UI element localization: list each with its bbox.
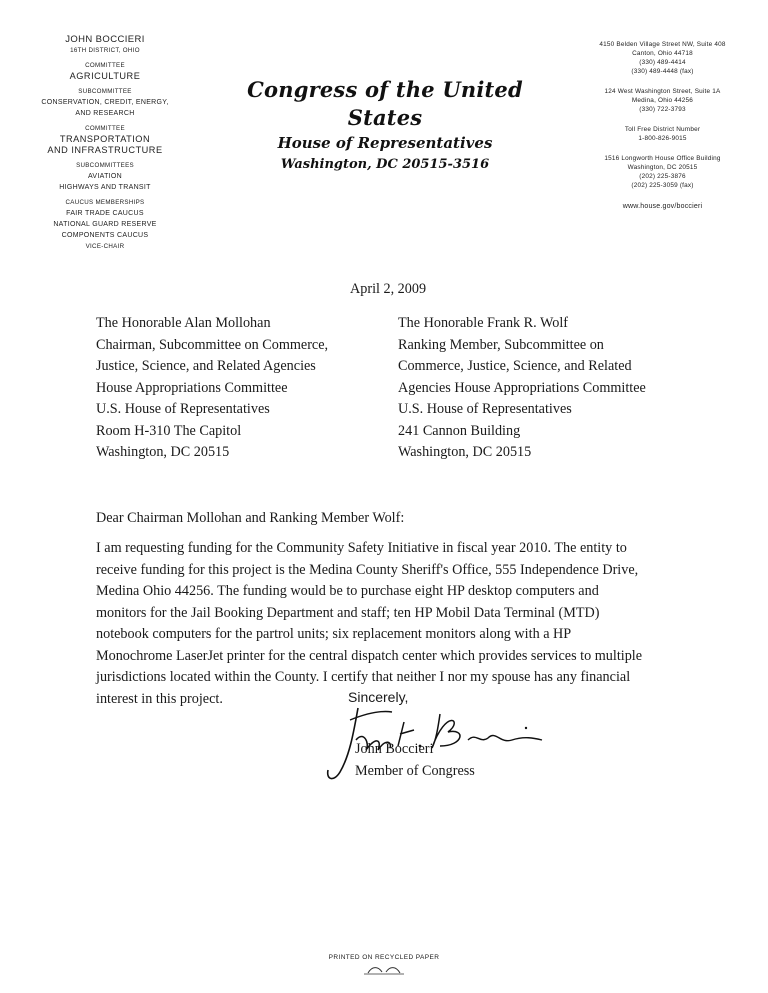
body-line: interest in this project. (96, 690, 223, 707)
office-phone: (330) 489-4414 (639, 59, 686, 66)
office-address-line: Canton, Ohio 44718 (632, 50, 693, 57)
body-line: Monochrome LaserJet printer for the central dispatch center which provides services to multiple (96, 647, 643, 664)
letter-date: April 2, 2009 (350, 281, 427, 297)
address-line: Washington, DC 20515 (398, 444, 532, 460)
office-address-line: 4150 Belden Village Street NW, Suite 408 (599, 41, 726, 48)
signer-block (355, 739, 475, 782)
recycle-logo-icon (362, 964, 406, 976)
address-line: Justice, Science, and Related Agencies (96, 358, 316, 374)
office-phone: (330) 722-3793 (639, 106, 686, 113)
district: 16TH DISTRICT, OHIO (70, 47, 140, 54)
committee-agriculture: AGRICULTURE (69, 71, 141, 81)
address-line: U.S. House of Representatives (96, 401, 270, 417)
office-fax: (202) 225-3059 (fax) (631, 182, 694, 189)
subcommittee-label: SUBCOMMITTEE (78, 88, 132, 95)
signer-name: John Boccieri (355, 741, 434, 757)
address-line: Room H-310 The Capitol (96, 422, 242, 439)
letterhead-right-column (575, 40, 750, 211)
caucus-line: COMPONENTS CAUCUS (61, 232, 149, 239)
caucus-line: FAIR TRADE CAUCUS (66, 210, 144, 217)
address-line: Commerce, Justice, Science, and Related (398, 358, 632, 374)
recycled-paper-note: PRINTED ON RECYCLED PAPER (328, 954, 440, 961)
subcommittee-line: HIGHWAYS AND TRANSIT (59, 184, 151, 191)
salutation: Dear Chairman Mollohan and Ranking Member Wolf: (96, 510, 405, 526)
caucus-line: NATIONAL GUARD RESERVE (53, 221, 157, 228)
address-line: Agencies House Appropriations Committee (398, 379, 646, 396)
committee-transportation: TRANSPORTATION (59, 134, 151, 144)
body-paragraph (96, 538, 678, 710)
office-address-line: 124 West Washington Street, Suite 1A (604, 88, 721, 95)
washington-address: Washington, DC 20515-3516 (280, 157, 490, 172)
office-fax: (330) 489-4448 (fax) (631, 68, 694, 75)
committee-transportation: AND INFRASTRUCTURE (47, 145, 163, 155)
address-line: 241 Cannon Building (398, 422, 521, 439)
office-address-line: Medina, Ohio 44256 (631, 97, 694, 104)
house-title: House of Representatives (277, 134, 493, 152)
caucus-line: VICE-CHAIR (85, 243, 125, 250)
address-line: The Honorable Alan Mollohan (96, 315, 271, 331)
subcommittees-label: SUBCOMMITTEES (76, 162, 134, 169)
address-line: Chairman, Subcommittee on Commerce, (96, 336, 329, 353)
committee-label: COMMITTEE (85, 62, 125, 69)
body-line: I am requesting funding for the Community Safety Initiative in fiscal year 2010. The entity to (96, 540, 627, 556)
closing: Sincerely, (348, 689, 409, 705)
body-line: monitors for the Jail Booking Department and staff; ten HP Mobil Data Terminal (MTD) (96, 604, 600, 621)
signer-title: Member of Congress (355, 762, 475, 779)
address-line: U.S. House of Representatives (398, 401, 572, 417)
subcommittee-line: AVIATION (87, 173, 123, 180)
recipient-address-right (398, 313, 698, 464)
committee-label: COMMITTEE (85, 125, 125, 132)
office-address-line: 1516 Longworth House Office Building (604, 155, 721, 162)
website: www.house.gov/boccieri (622, 203, 703, 210)
tollfree-label: Toll Free District Number (624, 126, 701, 133)
office-address-line: Washington, DC 20515 (627, 164, 698, 171)
address-line: Washington, DC 20515 (96, 444, 230, 460)
body-line: jurisdictions located within the County. I certify that neither I nor my spouse has any financial (96, 669, 631, 685)
subcommittee-line: AND RESEARCH (75, 110, 135, 117)
tollfree-number: 1-800-826-9015 (638, 135, 687, 142)
recipient-address-left (96, 313, 386, 464)
letterhead-center (215, 76, 555, 176)
address-line: Ranking Member, Subcommittee on (398, 336, 604, 353)
caucus-label: CAUCUS MEMBERSHIPS (65, 199, 145, 206)
body-line: notebook computers for the partrol units; six replacement monitors along with a HP (96, 626, 572, 642)
body-line: Medina Ohio 44256. The funding would be to purchase eight HP desktop computers and (96, 583, 599, 599)
office-phone: (202) 225-3876 (639, 173, 686, 180)
congress-title: Congress of the United States (247, 77, 523, 130)
letterhead-left-column (20, 34, 190, 252)
body-line: receive funding for this project is the Medina County Sheriff's Office, 555 Independence Drive, (96, 561, 639, 578)
subcommittee-line: CONSERVATION, CREDIT, ENERGY, (41, 99, 169, 106)
address-line: The Honorable Frank R. Wolf (398, 315, 568, 331)
address-line: House Appropriations Committee (96, 379, 288, 396)
member-name: JOHN BOCCIERI (65, 34, 145, 45)
